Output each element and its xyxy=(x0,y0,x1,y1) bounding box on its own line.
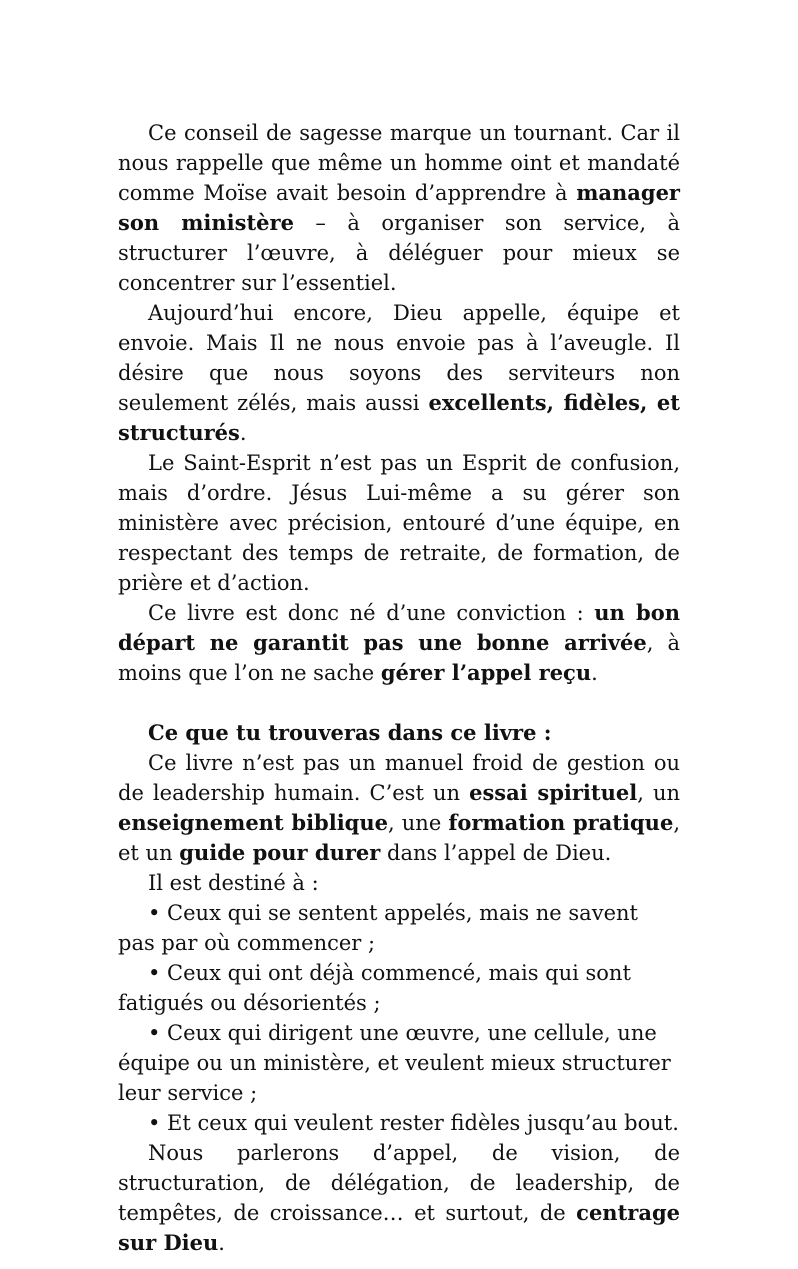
body-text: , à moins que l’on ne sache xyxy=(118,631,681,685)
body-text: Aujourd’hui encore, Dieu appelle, équipe et envoie. Mais Il ne nous envoie pas à l’aveugle. Il désire que nous soyons des serviteurs non seulement zélés, mais aussi xyxy=(118,301,680,415)
paragraph-p3 xyxy=(118,448,680,598)
list-item: • Ceux qui dirigent une œuvre, une cellule, une équipe ou un ministère, et veulent mieux structurer leur service ; xyxy=(118,1021,671,1105)
list-item: • Ceux qui se sentent appelés, mais ne savent pas par où commencer ; xyxy=(118,901,638,955)
paragraph-p6 xyxy=(118,1138,680,1258)
emphasis-text: essai spirituel xyxy=(469,780,638,805)
emphasis-text: centrage sur Dieu xyxy=(118,1200,680,1255)
body-text: , un xyxy=(637,781,680,805)
section-spacer xyxy=(118,688,680,718)
paragraph-p5 xyxy=(118,748,680,868)
paragraph-p1 xyxy=(118,118,680,298)
emphasis-text: un bon départ ne garantit pas une bonne arrivée xyxy=(118,600,680,655)
list-intro: Il est destiné à : xyxy=(148,871,319,895)
emphasis-text: manager son ministère xyxy=(118,180,680,235)
section-heading: Ce que tu trouveras dans ce livre : xyxy=(148,720,552,745)
body-text: Nous parlerons d’appel, de vision, de structuration, de délégation, de leadership, de tempêtes, de croissance… et surtout, de xyxy=(118,1141,680,1225)
body-text: Ce livre est donc né d’une conviction : xyxy=(148,601,595,625)
body-text: – à organiser son service, à structurer l’œuvre, à déléguer pour mieux se concentrer sur l’essentiel. xyxy=(118,211,680,295)
body-text: Le Saint-Esprit n’est pas un Esprit de confusion, mais d’ordre. Jésus Lui-même a su gérer son ministère avec précision, entouré d’une équipe, en respectant des temps de retraite, de formation, de prière et d’action. xyxy=(118,451,680,595)
body-text: , une xyxy=(388,811,449,835)
body-text: dans l’appel de Dieu. xyxy=(380,841,612,865)
intro-paragraphs xyxy=(118,118,680,688)
body-text: , et un xyxy=(118,811,680,865)
section-paragraphs xyxy=(118,748,680,868)
emphasis-text: excellents, fidèles, et structurés xyxy=(118,390,680,445)
emphasis-text: enseignement biblique xyxy=(118,810,388,835)
paragraph-p4 xyxy=(118,598,680,688)
paragraph-p2 xyxy=(118,298,680,448)
closing-paragraph xyxy=(118,1138,680,1258)
emphasis-text: guide pour durer xyxy=(179,840,381,865)
body-text: Ce conseil de sagesse marque un tournant. Car il nous rappelle que même un homme oint et mandaté comme Moïse avait besoin d’apprendre à xyxy=(118,121,680,205)
emphasis-text: gérer l’appel reçu xyxy=(380,660,592,685)
body-text: Ce livre n’est pas un manuel froid de gestion ou de leadership humain. C’est un xyxy=(118,751,680,805)
list-item: • Ceux qui ont déjà commencé, mais qui sont fatigués ou désorientés ; xyxy=(118,961,631,1015)
list-item: • Et ceux qui veulent rester fidèles jusqu’au bout. xyxy=(148,1111,679,1135)
emphasis-text: formation pratique xyxy=(448,810,674,835)
body-text: . xyxy=(218,1231,225,1255)
body-text: . xyxy=(591,661,598,685)
body-text: . xyxy=(239,421,247,445)
